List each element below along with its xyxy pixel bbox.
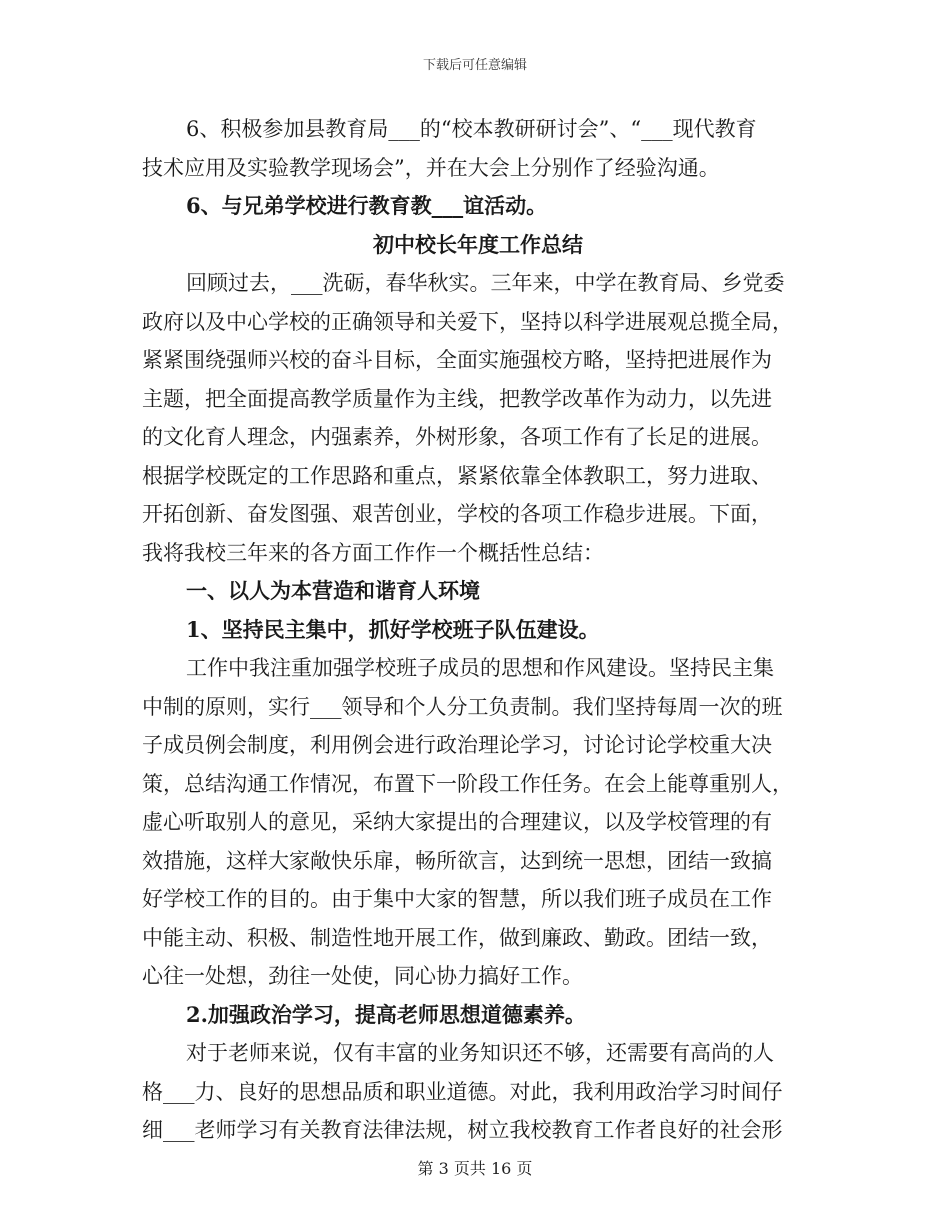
paragraph-line: 政府以及中心学校的正确领导和关爱下，坚持以科学进展观总揽全局， (142, 309, 793, 334)
subsection-heading: 2.加强政治学习，提高老师思想道德素养。 (186, 1001, 586, 1027)
document-body (142, 110, 814, 1150)
subsection-heading: 1、坚持民主集中，抓好学校班子队伍建设。 (186, 616, 600, 642)
paragraph-line: 技术应用及实验教学现场会”，并在大会上分别作了经验沟通。 (142, 155, 720, 180)
paragraph-line: 紧紧围绕强师兴校的奋斗目标，全面实施强校方略，坚持把进展作为 (142, 348, 772, 372)
page-header: 下载后可任意编辑 (422, 58, 527, 73)
paragraph-line: 格___力、良好的思想品质和职业道德。对此，我利用政治学习时间仔 (142, 1079, 783, 1104)
paragraph-line: 根据学校既定的工作思路和重点，紧紧依靠全体教职工，努力进取、 (142, 463, 772, 488)
paragraph-line: 细___老师学习有关教育法律法规，树立我校教育工作者良好的社会形 (142, 1118, 783, 1142)
paragraph-line: 回顾过去，___洗砺，春华秋实。三年来，中学在教育局、乡党委 (186, 271, 785, 295)
page-footer: 第 3 页共 16 页 (417, 1159, 533, 1178)
paragraph-line: 中制的原则，实行___领导和个人分工负责制。我们坚持每周一次的班 (142, 694, 783, 719)
paragraph-line: 心往一处想，劲往一处使，同心协力搞好工作。 (142, 964, 583, 988)
paragraph-line: 虚心听取别人的意见，采纳大家提出的合理建议，以及学校管理的有 (142, 810, 772, 834)
section-heading: 6、与兄弟学校进行教育教___谊活动。 (186, 193, 548, 218)
paragraph-line: 策，总结沟通工作情况，布置下一阶段工作任务。在会上能尊重别人， (142, 771, 793, 796)
paragraph-line: 6、积极参加县教育局___的“校本教研研讨会”、“___现代教育 (186, 117, 757, 141)
paragraph-line: 中能主动、积极、制造性地开展工作，做到廉政、勤政。团结一致， (142, 925, 772, 950)
paragraph-line: 好学校工作的目的。由于集中大家的智慧，所以我们班子成员在工作 (142, 887, 772, 911)
paragraph-line: 工作中我注重加强学校班子成员的思想和作风建设。坚持民主集 (186, 656, 774, 680)
paragraph-line: 开拓创新、奋发图强、艰苦创业，学校的各项工作稳步进展。下面， (142, 502, 772, 526)
paragraph-line: 我将我校三年来的各方面工作作一个概括性总结： (142, 540, 604, 565)
paragraph-line: 主题，把全面提高教学质量作为主线，把教学改革作为动力，以先进 (142, 386, 772, 411)
section-heading: 一、以人为本营造和谐育人环境 (186, 578, 480, 603)
paragraph-line: 子成员例会制度，利用例会进行政治理论学习，讨论讨论学校重大决 (142, 733, 772, 757)
paragraph-line: 的文化育人理念，内强素养，外树形象，各项工作有了长足的进展。 (142, 425, 772, 449)
paragraph-line: 效措施，这样大家敞快乐扉，畅所欲言，达到统一思想，团结一致搞 (142, 848, 772, 873)
paragraph-line: 对于老师来说，仅有丰富的业务知识还不够，还需要有高尚的人 (186, 1041, 774, 1065)
document-title: 初中校长年度工作总结 (373, 231, 583, 257)
